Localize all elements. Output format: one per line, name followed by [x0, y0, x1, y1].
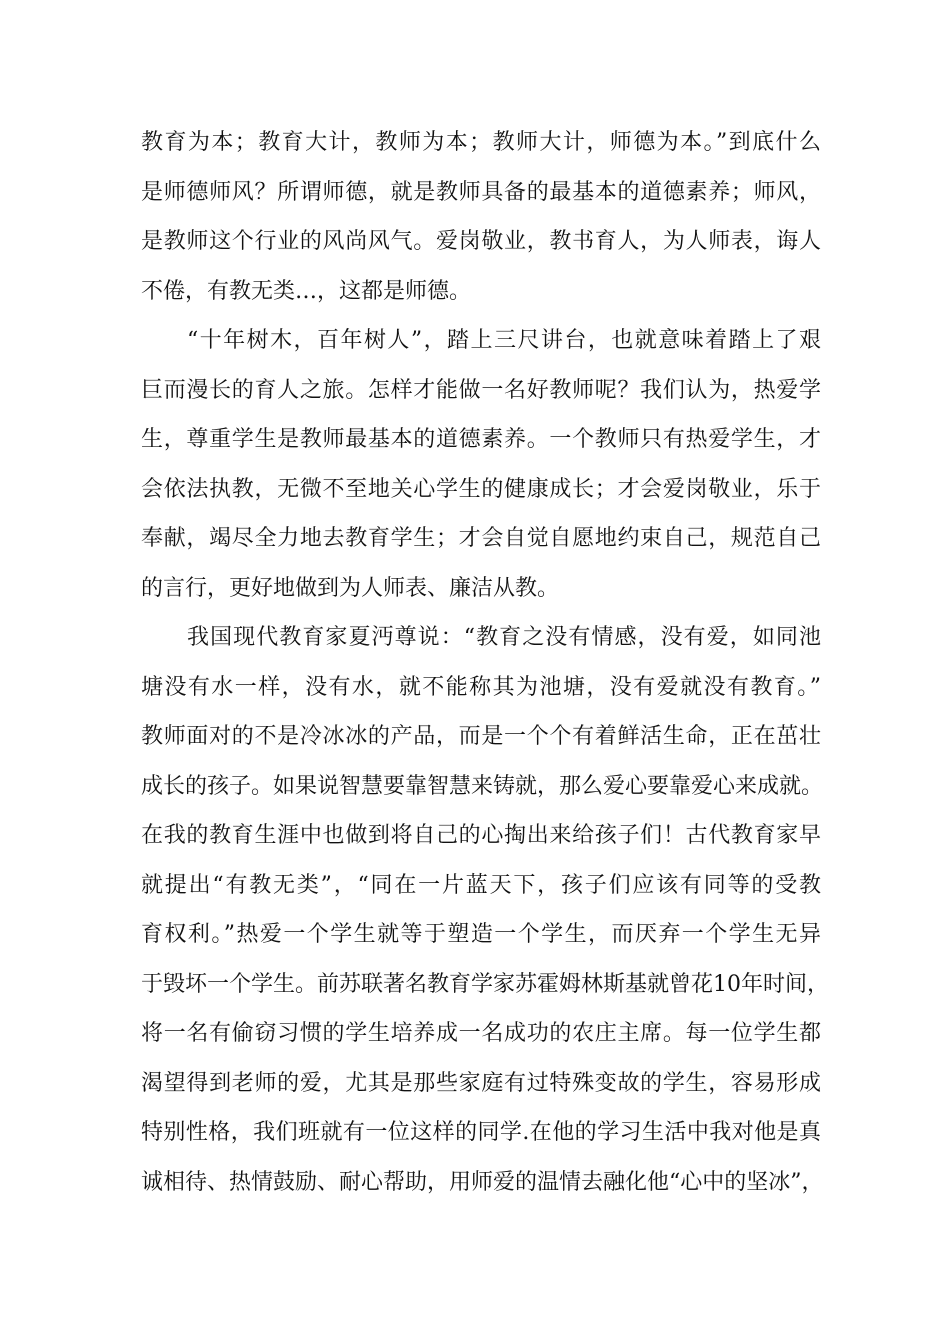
text-line: 教师面对的不是冷冰冰的产品，而是一个个有着鲜活生命，正在茁壮 — [141, 724, 821, 749]
text-line: 会依法执教，无微不至地关心学生的健康成长；才会爱岗敬业，乐于 — [141, 476, 821, 502]
text-line: 在我的教育生涯中也做到将自己的心掏出来给孩子们！古代教育家早 — [141, 823, 821, 848]
text-line: 是师德师风？所谓师德，就是教师具备的最基本的道德素养；师风， — [141, 179, 821, 205]
document-body — [141, 118, 829, 1207]
text-line: 成长的孩子。如果说智慧要靠智慧来铸就，那么爱心要靠爱心来成就。 — [141, 773, 824, 799]
text-line: 特别性格，我们班就有一位这样的同学.在他的学习生活中我对他是真 — [141, 1120, 821, 1145]
text-line: 就提出“有教无类”，“同在一片蓝天下，孩子们应该有同等的受教 — [141, 872, 821, 898]
text-line: 将一名有偷窃习惯的学生培养成一名成功的农庄主席。每一位学生都 — [141, 1021, 821, 1046]
text-line: 是教师这个行业的风尚风气。爱岗敬业，教书育人，为人师表，诲人 — [141, 229, 821, 254]
text-line: 奉献，竭尽全力地去教育学生；才会自觉自愿地约束自己，规范自己 — [141, 526, 821, 551]
text-line: 生，尊重学生是教师最基本的道德素养。一个教师只有热爱学生，才 — [141, 427, 821, 452]
text-line: 诚相待、热情鼓励、耐心帮助，用师爱的温情去融化他“心中的坚冰”， — [141, 1169, 824, 1195]
text-line: 育权利。”热爱一个学生就等于塑造一个学生，而厌弃一个学生无异 — [141, 922, 821, 947]
text-line: 渴望得到老师的爱，尤其是那些家庭有过特殊变故的学生，容易形成 — [141, 1070, 821, 1096]
text-line: 的言行，更好地做到为人师表、廉洁从教。 — [141, 575, 560, 601]
text-line: 塘没有水一样，没有水，就不能称其为池塘，没有爱就没有教育。” — [141, 674, 821, 700]
text-line: 我国现代教育家夏沔尊说：“教育之没有情感，没有爱，如同池 — [187, 625, 821, 650]
text-line: 教育为本；教育大计，教师为本；教师大计，师德为本。”到底什么 — [141, 130, 821, 155]
text-line: 于毁坏一个学生。前苏联著名教育学家苏霍姆林斯基就曾花10年时间， — [141, 971, 829, 997]
text-line: “十年树木，百年树人”，踏上三尺讲台，也就意味着踏上了艰 — [187, 328, 821, 353]
text-line: 巨而漫长的育人之旅。怎样才能做一名好教师呢？我们认为，热爱学 — [141, 377, 821, 403]
text-line: 不倦，有教无类…，这都是师德。 — [141, 278, 472, 304]
